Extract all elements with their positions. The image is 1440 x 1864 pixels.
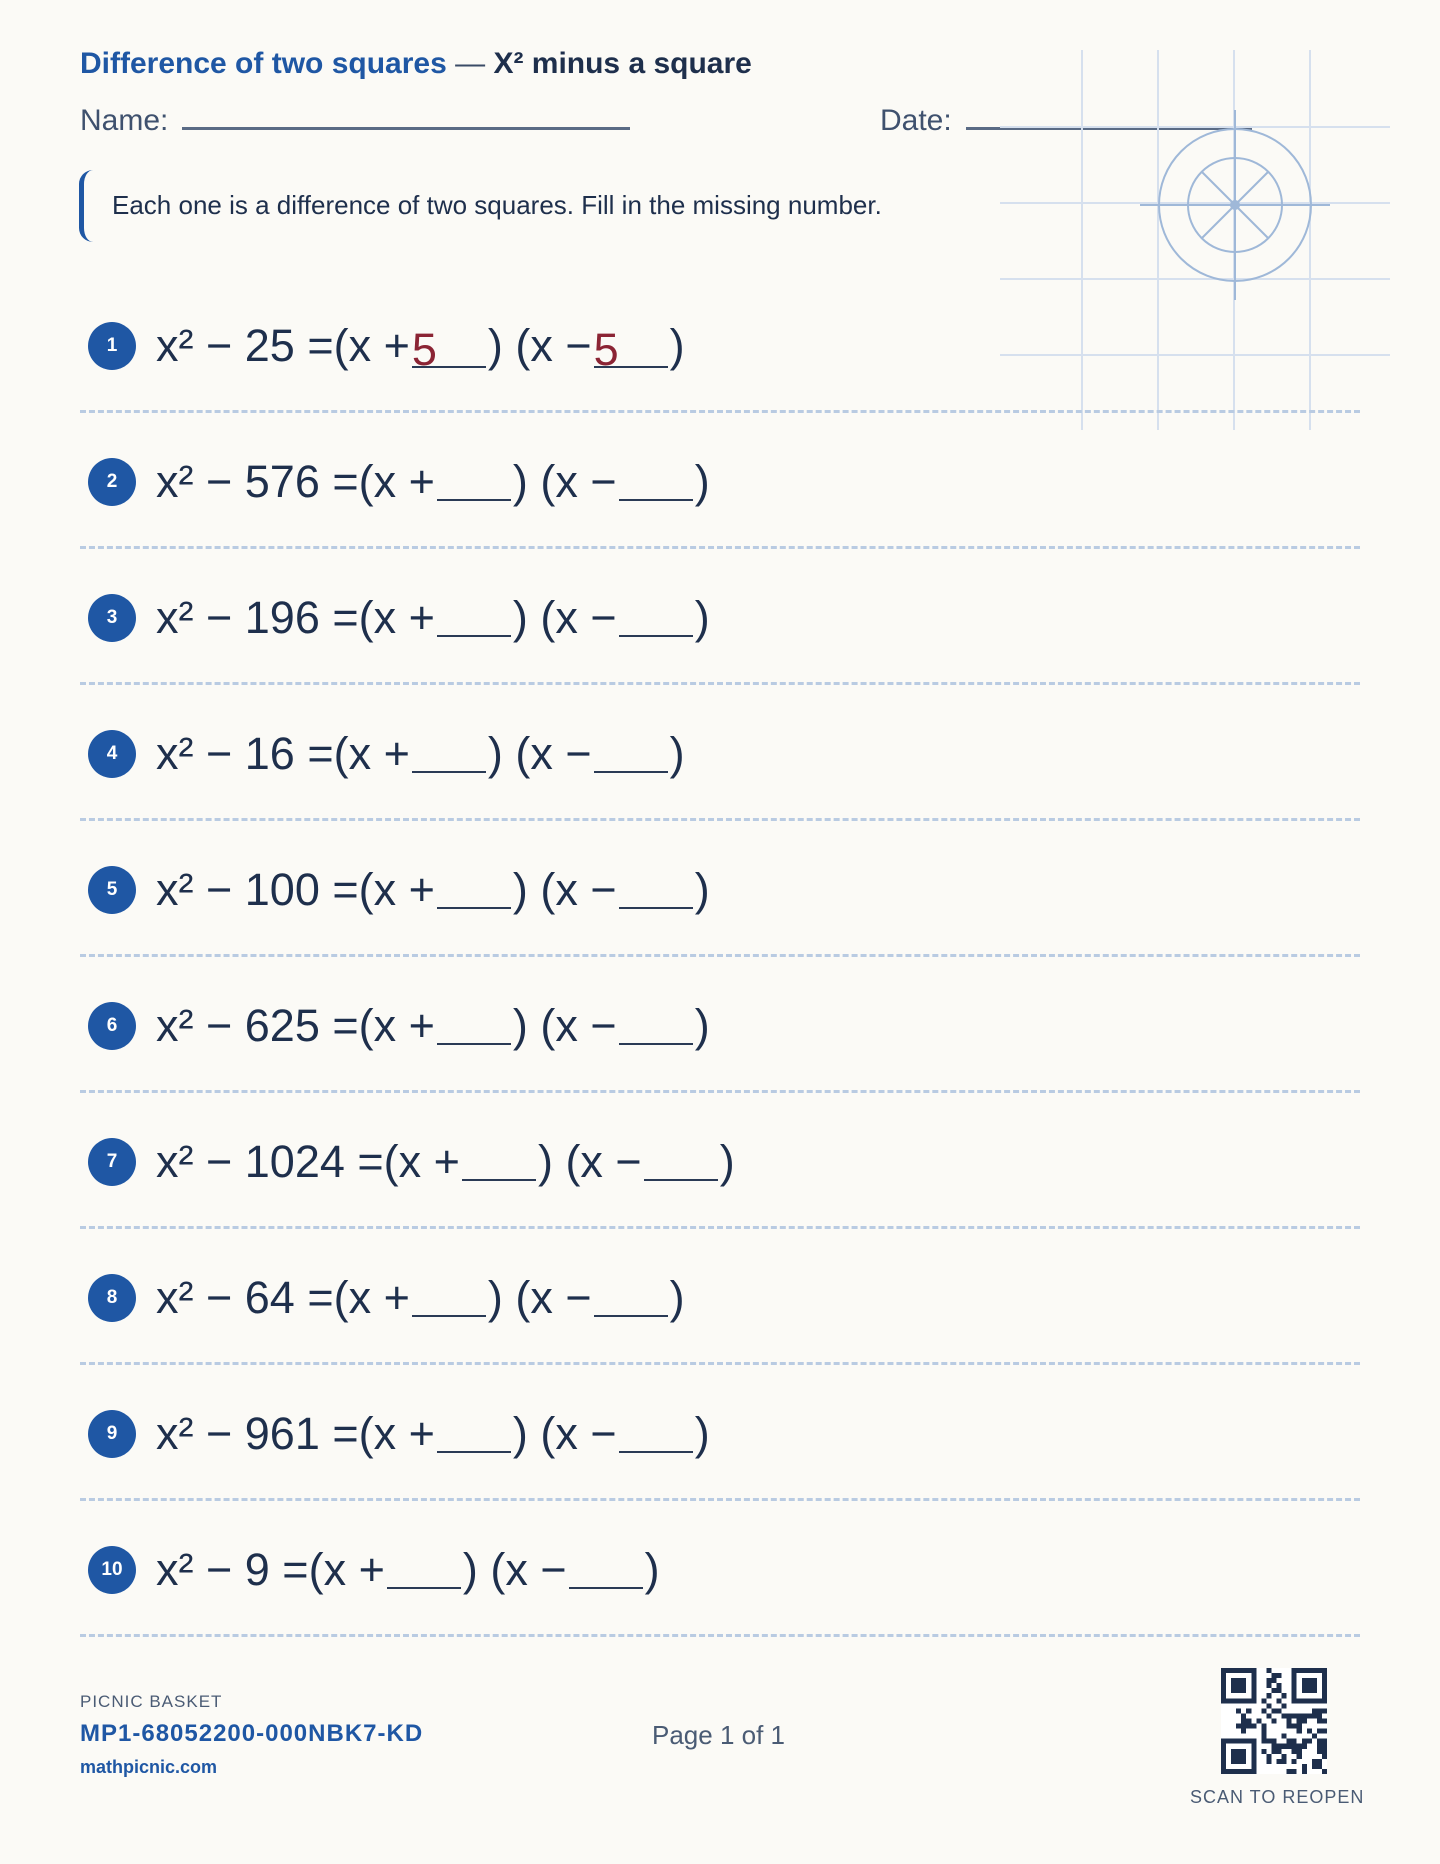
row-divider xyxy=(80,1498,1360,1501)
answer-blank-minus[interactable] xyxy=(619,455,693,501)
problem-equation xyxy=(156,998,710,1054)
problem-equation xyxy=(156,590,710,646)
factor-close: ) xyxy=(694,864,710,915)
problem-number-badge: 3 xyxy=(88,594,136,642)
factor-plus-open: (x + xyxy=(308,1544,385,1595)
equation-left-side: x² − 100 = xyxy=(156,864,359,915)
problem-row xyxy=(80,1254,1360,1364)
problem-row xyxy=(80,1118,1360,1228)
answer-blank-minus[interactable] xyxy=(619,1407,693,1453)
row-divider xyxy=(80,954,1360,957)
footer-url[interactable]: mathpicnic.com xyxy=(80,1757,218,1777)
equation-left-side: x² − 64 = xyxy=(156,1272,334,1323)
factor-plus-open: (x + xyxy=(358,592,435,643)
factor-minus-open: ) (x − xyxy=(512,592,617,643)
problem-number-badge: 7 xyxy=(88,1138,136,1186)
factor-close: ) xyxy=(719,1136,735,1187)
answer-blank-plus[interactable] xyxy=(412,727,486,773)
problem-row xyxy=(80,710,1360,820)
qr-caption: SCAN TO REOPEN xyxy=(1190,1787,1365,1807)
factor-close: ) xyxy=(669,728,685,779)
answer-blank-minus[interactable] xyxy=(619,999,693,1045)
row-divider xyxy=(80,1634,1360,1637)
footer-brand: PICNIC BASKET xyxy=(80,1692,223,1711)
equation-left-side: x² − 576 = xyxy=(156,456,359,507)
title-sub: X² minus a square xyxy=(493,47,752,80)
problem-row xyxy=(80,982,1360,1092)
answer-blank-minus[interactable] xyxy=(569,1543,643,1589)
factor-close: ) xyxy=(694,592,710,643)
answer-blank-minus[interactable] xyxy=(594,1271,668,1317)
row-divider xyxy=(80,546,1360,549)
problem-equation xyxy=(156,1542,660,1598)
factor-minus-open: ) (x − xyxy=(487,1272,592,1323)
problem-row xyxy=(80,574,1360,684)
page-indicator: Page 1 of 1 xyxy=(652,1720,785,1750)
factor-plus-open: (x + xyxy=(333,1272,410,1323)
factor-minus-open: ) (x − xyxy=(512,1408,617,1459)
problem-equation xyxy=(156,862,710,918)
title-main: Difference of two squares xyxy=(80,47,447,80)
instruction-bracket xyxy=(79,170,93,242)
factor-minus-open: ) (x − xyxy=(487,320,592,371)
factor-minus-open: ) (x − xyxy=(462,1544,567,1595)
row-divider xyxy=(80,1090,1360,1093)
footer-code: MP1-68052200-000NBK7-KD xyxy=(80,1720,424,1747)
row-divider xyxy=(80,410,1360,413)
factor-close: ) xyxy=(694,456,710,507)
problem-row xyxy=(80,846,1360,956)
problem-equation xyxy=(156,318,685,374)
problem-row xyxy=(80,438,1360,548)
equation-left-side: x² − 9 = xyxy=(156,1544,309,1595)
factor-close: ) xyxy=(669,1272,685,1323)
problem-number-badge: 9 xyxy=(88,1410,136,1458)
equation-left-side: x² − 196 = xyxy=(156,592,359,643)
answer-blank-plus[interactable] xyxy=(437,999,511,1045)
equation-left-side: x² − 961 = xyxy=(156,1408,359,1459)
problem-equation xyxy=(156,1134,735,1190)
answer-blank-plus[interactable] xyxy=(437,455,511,501)
answer-blank-minus[interactable] xyxy=(644,1135,718,1181)
row-divider xyxy=(80,682,1360,685)
factor-minus-open: ) (x − xyxy=(512,864,617,915)
answer-blank-minus[interactable]: 5 xyxy=(594,322,668,368)
problem-number-badge: 10 xyxy=(88,1546,136,1594)
problem-equation xyxy=(156,1270,685,1326)
row-divider xyxy=(80,1362,1360,1365)
answer-blank-plus[interactable] xyxy=(387,1543,461,1589)
factor-minus-open: ) (x − xyxy=(537,1136,642,1187)
name-field-line[interactable] xyxy=(182,127,630,130)
answer-blank-plus[interactable] xyxy=(437,591,511,637)
factor-close: ) xyxy=(694,1000,710,1051)
problem-row xyxy=(80,1526,1360,1636)
factor-minus-open: ) (x − xyxy=(512,456,617,507)
row-divider xyxy=(80,1226,1360,1229)
problem-number-badge: 4 xyxy=(88,730,136,778)
problem-row xyxy=(80,302,1360,412)
answer-blank-plus[interactable] xyxy=(437,1407,511,1453)
factor-plus-open: (x + xyxy=(333,728,410,779)
title-dash: — xyxy=(446,47,494,80)
equation-left-side: x² − 1024 = xyxy=(156,1136,384,1187)
factor-plus-open: (x + xyxy=(383,1136,460,1187)
problem-row xyxy=(80,1390,1360,1500)
factor-close: ) xyxy=(669,320,685,371)
factor-minus-open: ) (x − xyxy=(487,728,592,779)
problem-number-badge: 2 xyxy=(88,458,136,506)
date-label: Date: xyxy=(880,104,952,137)
answer-blank-plus[interactable]: 5 xyxy=(412,322,486,368)
answer-blank-minus[interactable] xyxy=(619,863,693,909)
factor-close: ) xyxy=(694,1408,710,1459)
equation-left-side: x² − 16 = xyxy=(156,728,334,779)
answer-blank-plus[interactable] xyxy=(437,863,511,909)
problem-number-badge: 5 xyxy=(88,866,136,914)
row-divider xyxy=(80,818,1360,821)
factor-plus-open: (x + xyxy=(358,456,435,507)
factor-plus-open: (x + xyxy=(358,1408,435,1459)
problem-number-badge: 8 xyxy=(88,1274,136,1322)
answer-blank-minus[interactable] xyxy=(594,727,668,773)
factor-minus-open: ) (x − xyxy=(512,1000,617,1051)
equation-left-side: x² − 625 = xyxy=(156,1000,359,1051)
worksheet-title xyxy=(80,47,752,81)
equation-left-side: x² − 25 = xyxy=(156,320,334,371)
qr-code-icon[interactable] xyxy=(1221,1668,1327,1774)
answer-blank-plus[interactable] xyxy=(412,1271,486,1317)
problem-number-badge: 1 xyxy=(88,322,136,370)
instruction-text: Each one is a difference of two squares. Fill in the missing number. xyxy=(112,190,882,220)
problem-equation xyxy=(156,726,685,782)
problem-equation xyxy=(156,454,710,510)
factor-plus-open: (x + xyxy=(358,1000,435,1051)
problem-number-badge: 6 xyxy=(88,1002,136,1050)
answer-blank-plus[interactable] xyxy=(462,1135,536,1181)
problem-equation xyxy=(156,1406,710,1462)
factor-plus-open: (x + xyxy=(358,864,435,915)
factor-close: ) xyxy=(644,1544,660,1595)
factor-plus-open: (x + xyxy=(333,320,410,371)
name-label: Name: xyxy=(80,104,169,137)
answer-blank-minus[interactable] xyxy=(619,591,693,637)
